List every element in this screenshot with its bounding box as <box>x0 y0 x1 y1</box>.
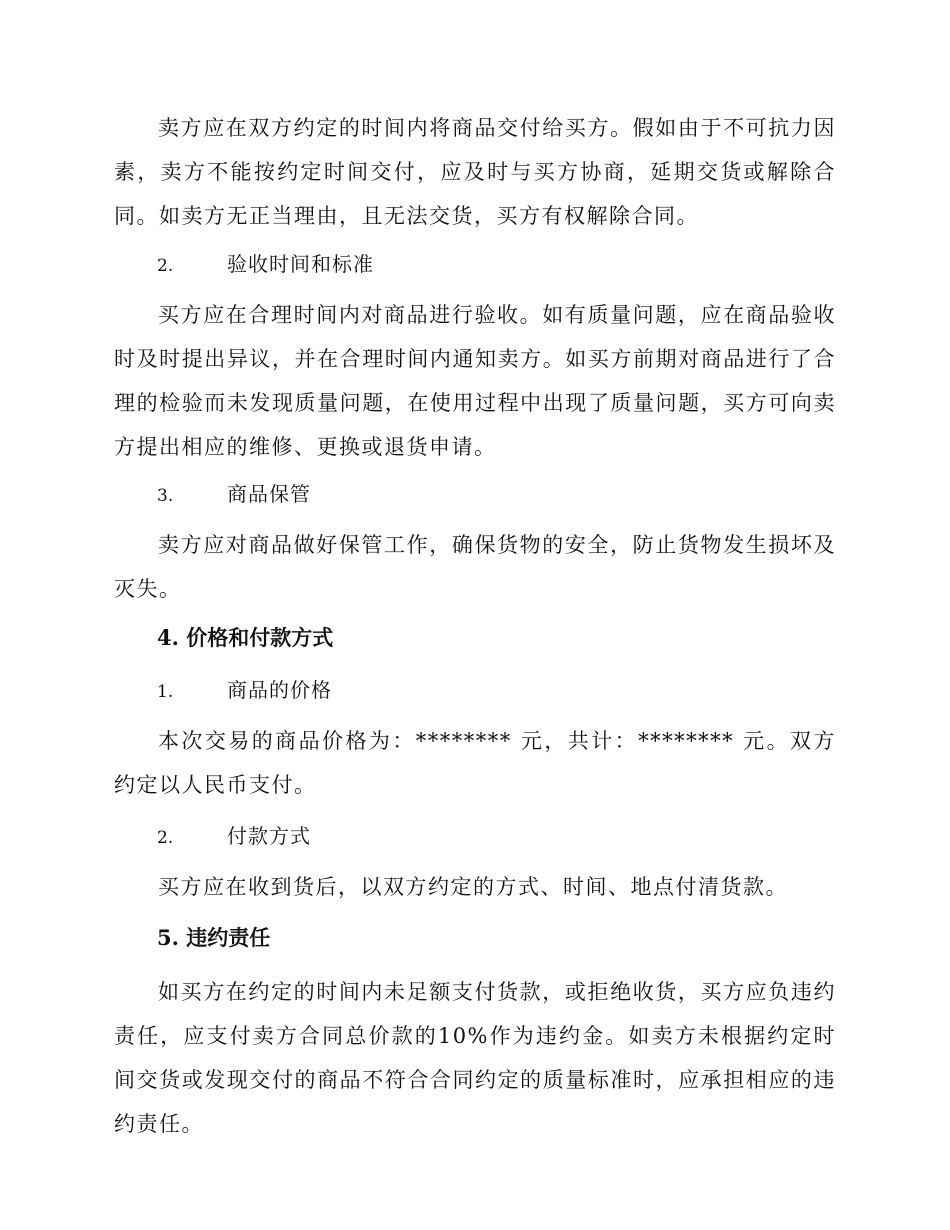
item-title: 商品保管 <box>227 482 311 506</box>
item-title: 付款方式 <box>227 824 311 848</box>
item-number: 3. <box>157 486 174 506</box>
paragraph-storage: 卖方应对商品做好保管工作，确保货物的安全，防止货物发生损坏及灭失。 <box>114 533 836 601</box>
paragraph-inspection: 买方应在合理时间内对商品进行验收。如有质量问题，应在商品验收时及时提出异议，并在合理时间内通知卖方。如买方前期对商品进行了合理的检验而未发现质量问题，在使用过程中出现了质量问题，买方可向卖方提出相应的维修、更换或退货申请。 <box>114 303 836 459</box>
item-price <box>157 668 332 714</box>
section-heading-price-payment: 4. 价格和付款方式 <box>157 625 334 650</box>
item-storage <box>157 472 311 518</box>
item-title: 商品的价格 <box>227 678 332 702</box>
paragraph-breach: 如买方在约定的时间内未足额支付货款，或拒绝收货，买方应负违约责任，应支付卖方合同总价款的10%作为违约金。如卖方未根据约定时间交货或发现交付的商品不符合合同约定的质量标准时，应承担相应的违约责任。 <box>114 980 836 1136</box>
item-title: 验收时间和标准 <box>227 252 374 276</box>
item-number: 2. <box>157 256 174 276</box>
item-number: 1. <box>157 682 174 702</box>
paragraph-price: 本次交易的商品价格为：******** 元，共计：******** 元。双方约定以人民币支付。 <box>114 729 836 797</box>
item-inspection <box>157 242 374 288</box>
paragraph-payment: 买方应在收到货后，以双方约定的方式、时间、地点付清货款。 <box>158 875 788 899</box>
item-number: 2. <box>157 828 174 848</box>
section-heading-breach: 5. 违约责任 <box>157 925 271 950</box>
paragraph-delivery: 卖方应在双方约定的时间内将商品交付给买方。假如由于不可抗力因素，卖方不能按约定时间交付，应及时与买方协商，延期交货或解除合同。如卖方无正当理由，且无法交货，买方有权解除合同。 <box>114 116 836 228</box>
item-payment <box>157 814 311 860</box>
